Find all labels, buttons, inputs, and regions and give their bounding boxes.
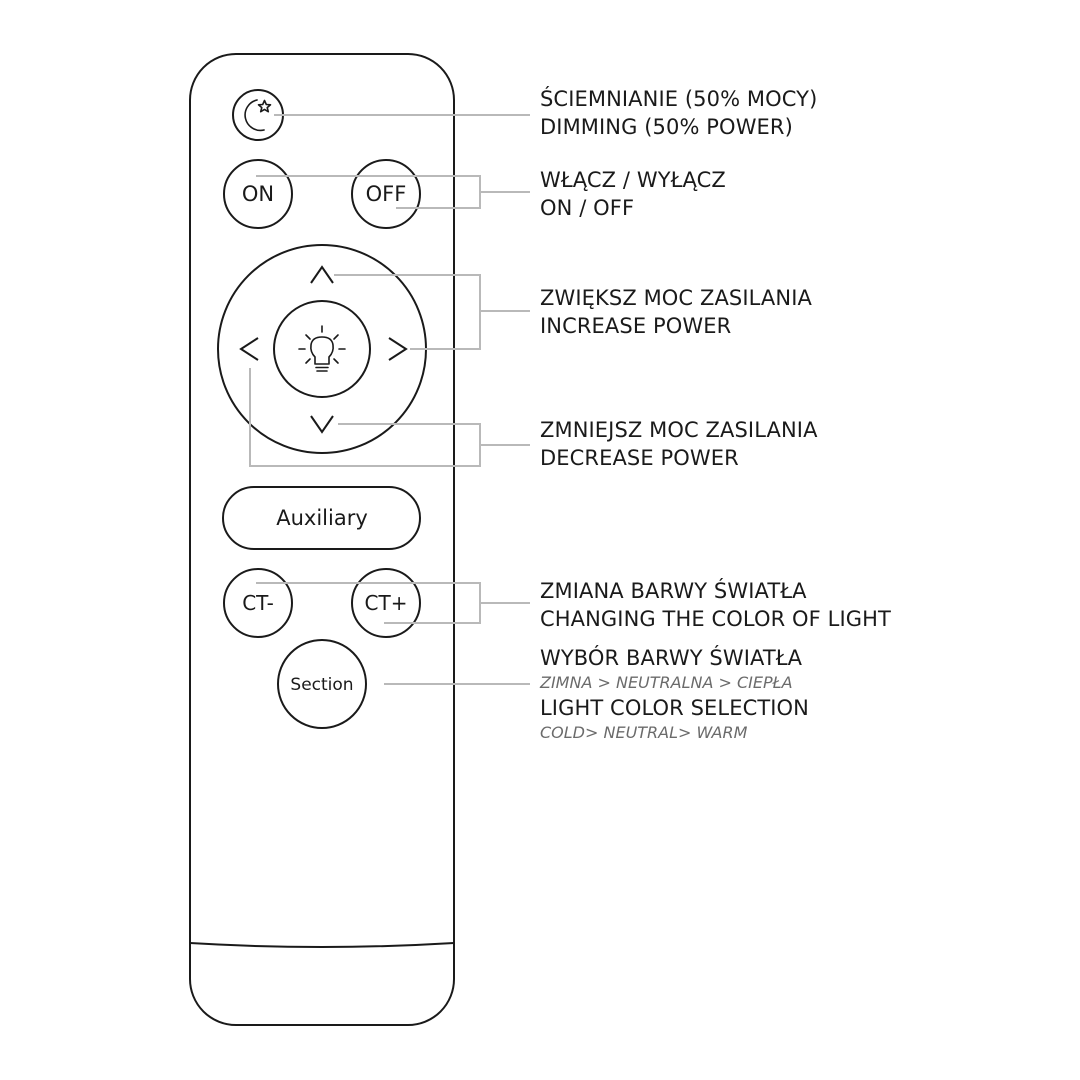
callout-color-change-pl: ZMIANA BARWY ŚWIATŁA [540, 579, 807, 603]
remote-body [190, 54, 454, 1025]
section-button[interactable] [278, 640, 366, 728]
auxiliary-button-label: Auxiliary [276, 506, 368, 530]
chevron-left-icon[interactable] [241, 338, 258, 360]
callout-on-off-pl: WŁĄCZ / WYŁĄCZ [540, 168, 726, 192]
callout-color-select-en-sub: COLD> NEUTRAL> WARM [540, 723, 748, 742]
callout-color-change-en: CHANGING THE COLOR OF LIGHT [540, 607, 891, 631]
callout-decrease [540, 416, 818, 472]
light-center-button[interactable] [274, 301, 370, 397]
callout-on-off-en: ON / OFF [540, 196, 635, 220]
callout-color-change [540, 577, 891, 633]
callout-color-select-pl-sub: ZIMNA > NEUTRALNA > CIEPŁA [540, 673, 793, 692]
callout-dimming [540, 85, 817, 141]
callout-increase-pl: ZWIĘKSZ MOC ZASILANIA [540, 286, 812, 310]
callout-increase [540, 284, 812, 340]
callout-increase-en: INCREASE POWER [540, 314, 732, 338]
callout-on-off [540, 166, 726, 222]
chevron-up-icon[interactable] [311, 267, 333, 283]
callout-color-select [540, 644, 809, 744]
on-button[interactable] [224, 160, 292, 228]
callout-dimming-pl: ŚCIEMNIANIE (50% MOCY) [540, 87, 818, 111]
off-button-label: OFF [365, 182, 407, 206]
ct-plus-button[interactable] [352, 569, 420, 637]
off-button[interactable] [352, 160, 420, 228]
callout-decrease-en: DECREASE POWER [540, 446, 739, 470]
callout-color-select-pl: WYBÓR BARWY ŚWIATŁA [540, 646, 803, 670]
callout-dimming-en: DIMMING (50% POWER) [540, 115, 793, 139]
light-bulb-icon [299, 326, 345, 371]
callout-color-select-en: LIGHT COLOR SELECTION [540, 696, 809, 720]
ct-minus-button-label: CT- [242, 591, 274, 615]
chevron-right-icon[interactable] [389, 338, 406, 360]
section-button-label: Section [290, 675, 354, 695]
leader-decrease [250, 368, 530, 466]
moon-star-icon [245, 100, 270, 130]
on-button-label: ON [241, 182, 275, 206]
auxiliary-button[interactable] [223, 487, 420, 549]
leader-increase [334, 275, 530, 349]
callout-decrease-pl: ZMNIEJSZ MOC ZASILANIA [540, 418, 818, 442]
chevron-down-icon[interactable] [311, 416, 333, 432]
ct-plus-button-label: CT+ [364, 591, 408, 615]
ct-minus-button[interactable] [224, 569, 292, 637]
